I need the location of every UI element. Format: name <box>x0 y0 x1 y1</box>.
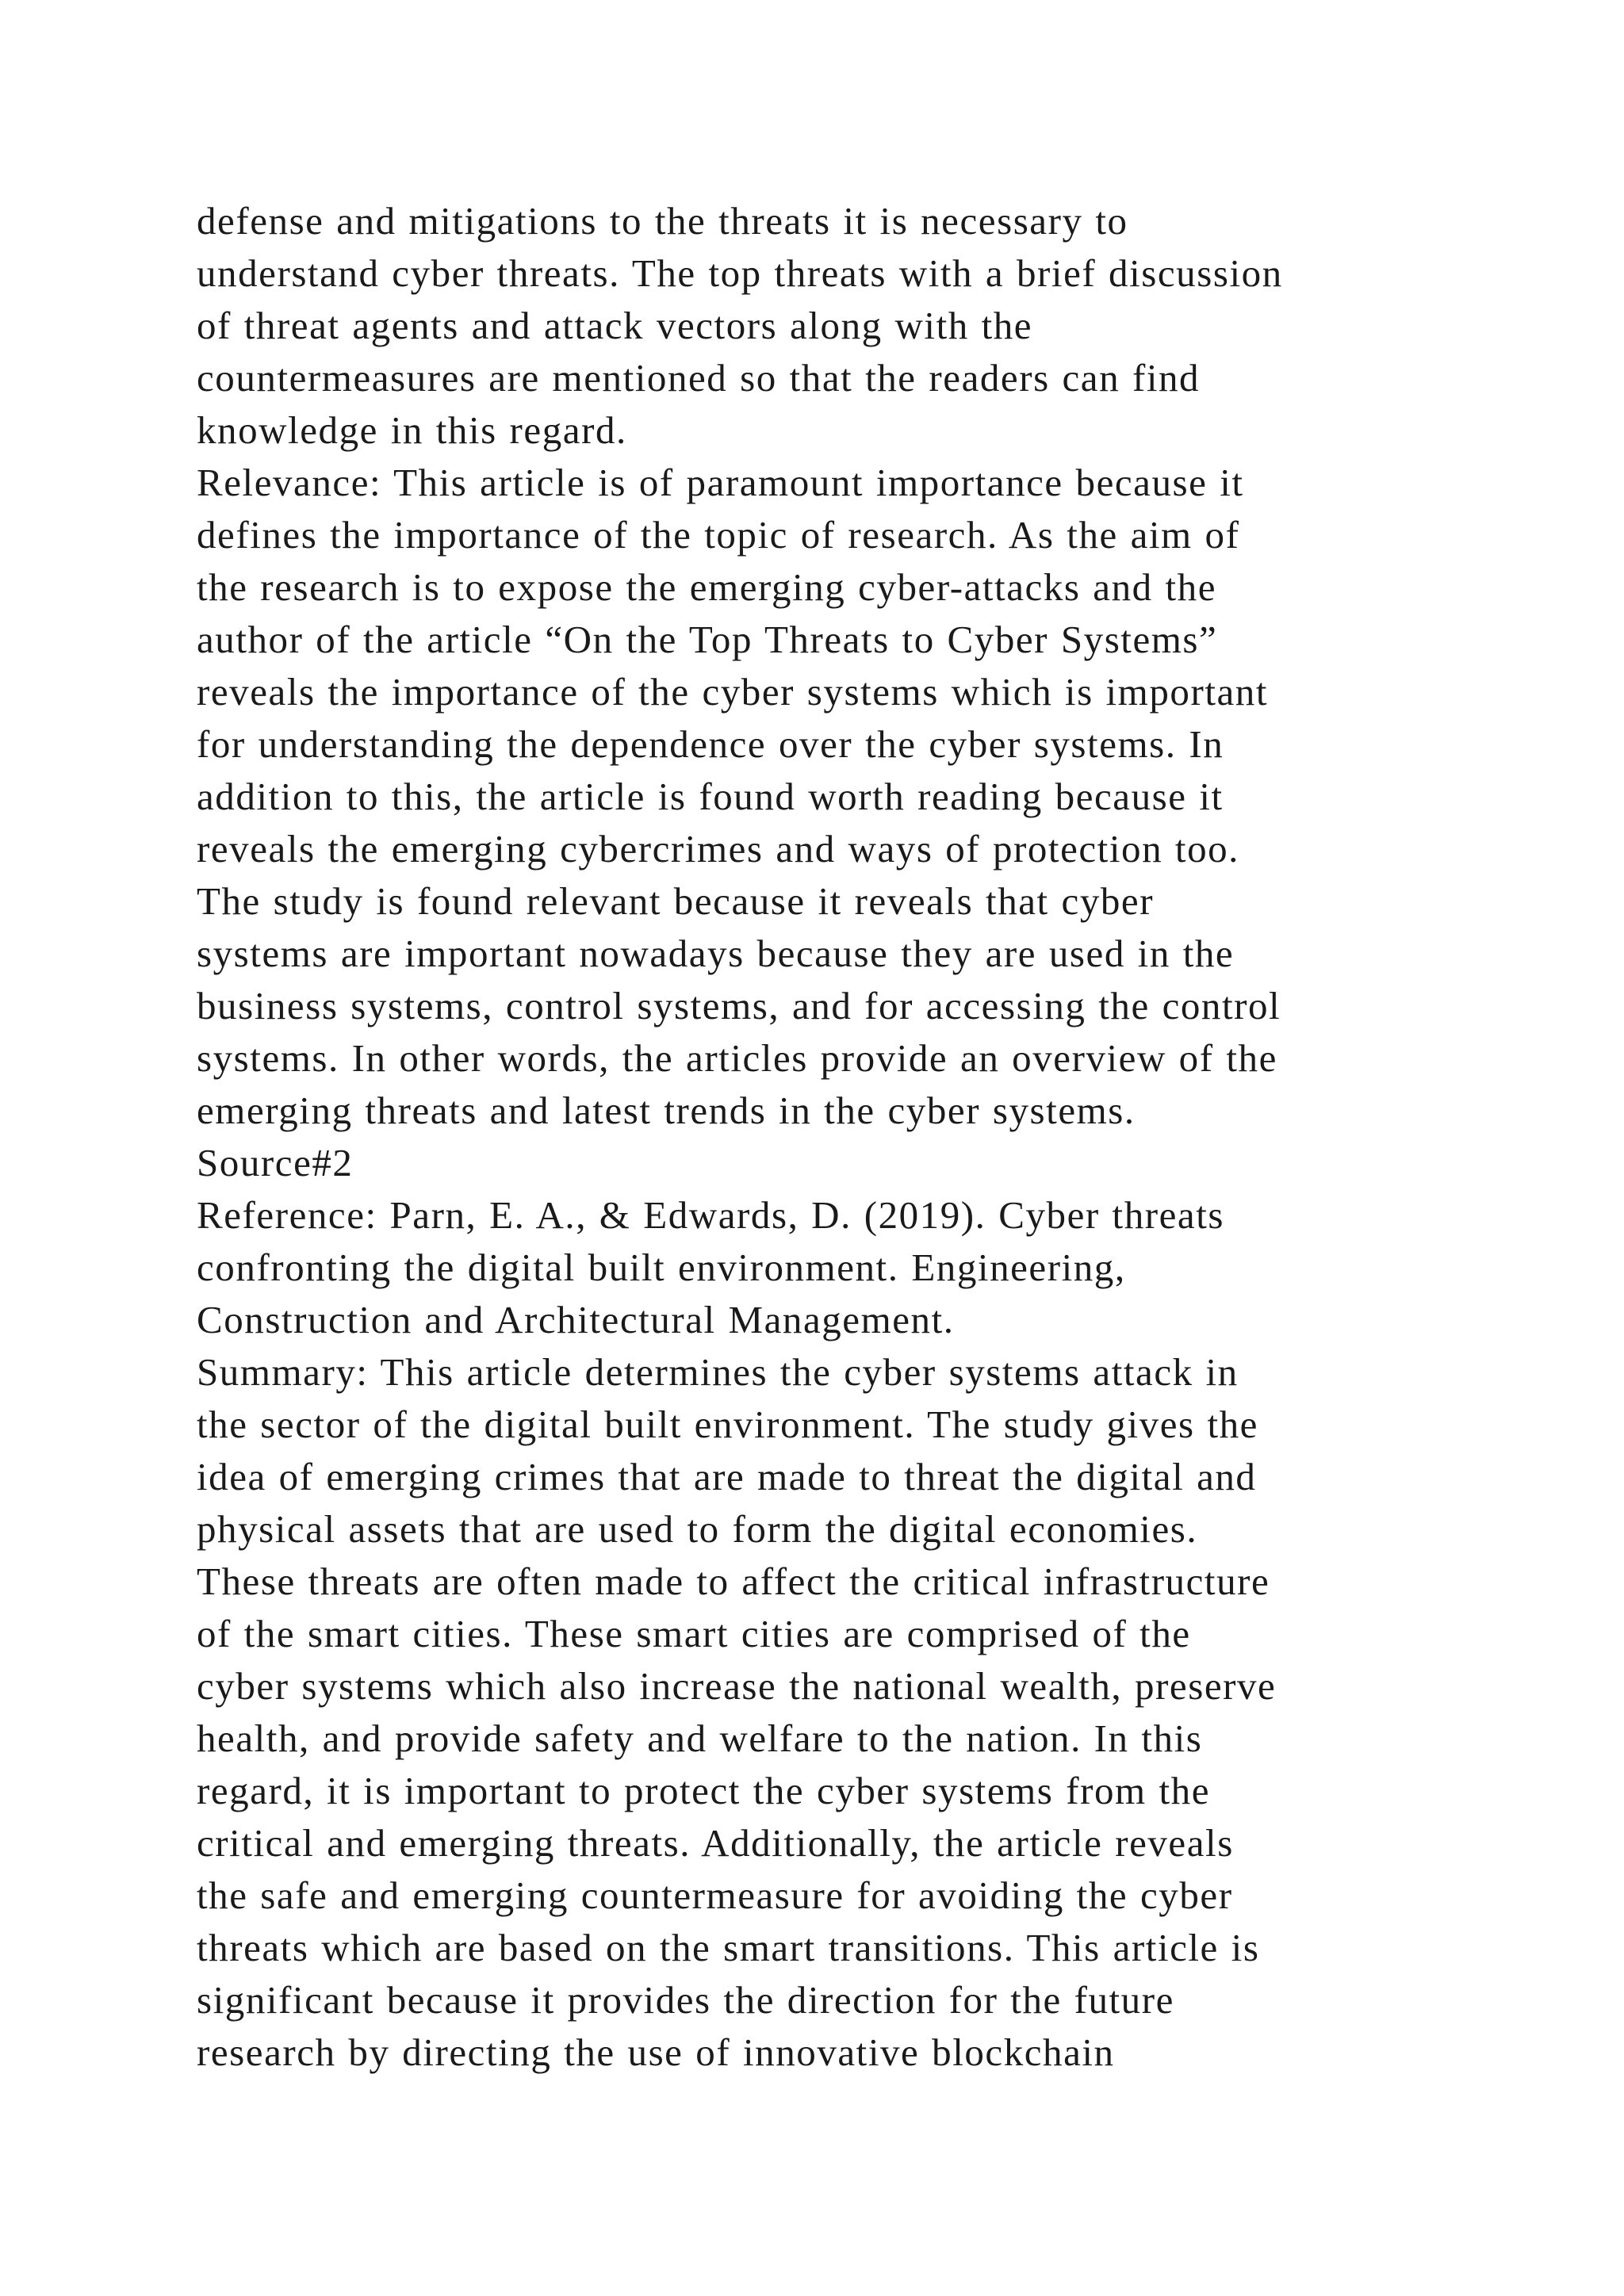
text-line: threats which are based on the smart transitions. This article is <box>197 1926 1260 1969</box>
text-line: health, and provide safety and welfare to the nation. In this <box>197 1716 1203 1760</box>
text-line: The study is found relevant because it reveals that cyber <box>197 879 1155 923</box>
text-line: physical assets that are used to form the digital economies. <box>197 1507 1198 1551</box>
text-line: cyber systems which also increase the national wealth, preserve <box>197 1664 1277 1708</box>
text-line: understand cyber threats. The top threats with a brief discussion <box>197 251 1283 295</box>
text-line: the safe and emerging countermeasure for avoiding the cyber <box>197 1873 1233 1917</box>
text-line: the sector of the digital built environment. The study gives the <box>197 1402 1258 1446</box>
text-line: critical and emerging threats. Additionally, the article reveals <box>197 1821 1234 1865</box>
text-line: knowledge in this regard. <box>197 408 627 452</box>
text-line: reveals the importance of the cyber systems which is important <box>197 670 1268 714</box>
text-line: regard, it is important to protect the cyber systems from the <box>197 1769 1210 1812</box>
text-line: significant because it provides the direction for the future <box>197 1978 1174 2022</box>
text-line: addition to this, the article is found worth reading because it <box>197 775 1224 818</box>
text-line: defines the importance of the topic of research. As the aim of <box>197 513 1240 557</box>
text-line: for understanding the dependence over the cyber systems. In <box>197 722 1224 766</box>
text-line: the research is to expose the emerging cyber-attacks and the <box>197 565 1216 609</box>
text-line: research by directing the use of innovative blockchain <box>197 2030 1115 2074</box>
text-line: confronting the digital built environment. Engineering, <box>197 1246 1126 1289</box>
text-line: reveals the emerging cybercrimes and ways of protection too. <box>197 827 1239 871</box>
text-line: of the smart cities. These smart cities are comprised of the <box>197 1612 1191 1655</box>
text-line: These threats are often made to affect the critical infrastructure <box>197 1559 1270 1603</box>
reference-line: Reference: Parn, E. A., & Edwards, D. (2019). Cyber threats <box>197 1193 1225 1237</box>
text-line: author of the article “On the Top Threats to Cyber Systems” <box>197 618 1218 661</box>
source-heading: Source#2 <box>197 1141 354 1184</box>
text-line: systems. In other words, the articles provide an overview of the <box>197 1036 1277 1080</box>
text-line: idea of emerging crimes that are made to threat the digital and <box>197 1455 1257 1498</box>
relevance-line: Relevance: This article is of paramount importance because it <box>197 461 1244 504</box>
document-body <box>197 195 1497 2079</box>
text-line: emerging threats and latest trends in the cyber systems. <box>197 1089 1136 1132</box>
text-line: Construction and Architectural Management. <box>197 1298 955 1341</box>
summary-line: Summary: This article determines the cyber systems attack in <box>197 1350 1239 1394</box>
text-line: defense and mitigations to the threats it is necessary to <box>197 199 1128 243</box>
text-line: countermeasures are mentioned so that the readers can find <box>197 356 1201 400</box>
text-line: business systems, control systems, and for accessing the control <box>197 984 1281 1027</box>
text-line: systems are important nowadays because they are used in the <box>197 932 1235 975</box>
text-line: of threat agents and attack vectors along with the <box>197 304 1033 347</box>
